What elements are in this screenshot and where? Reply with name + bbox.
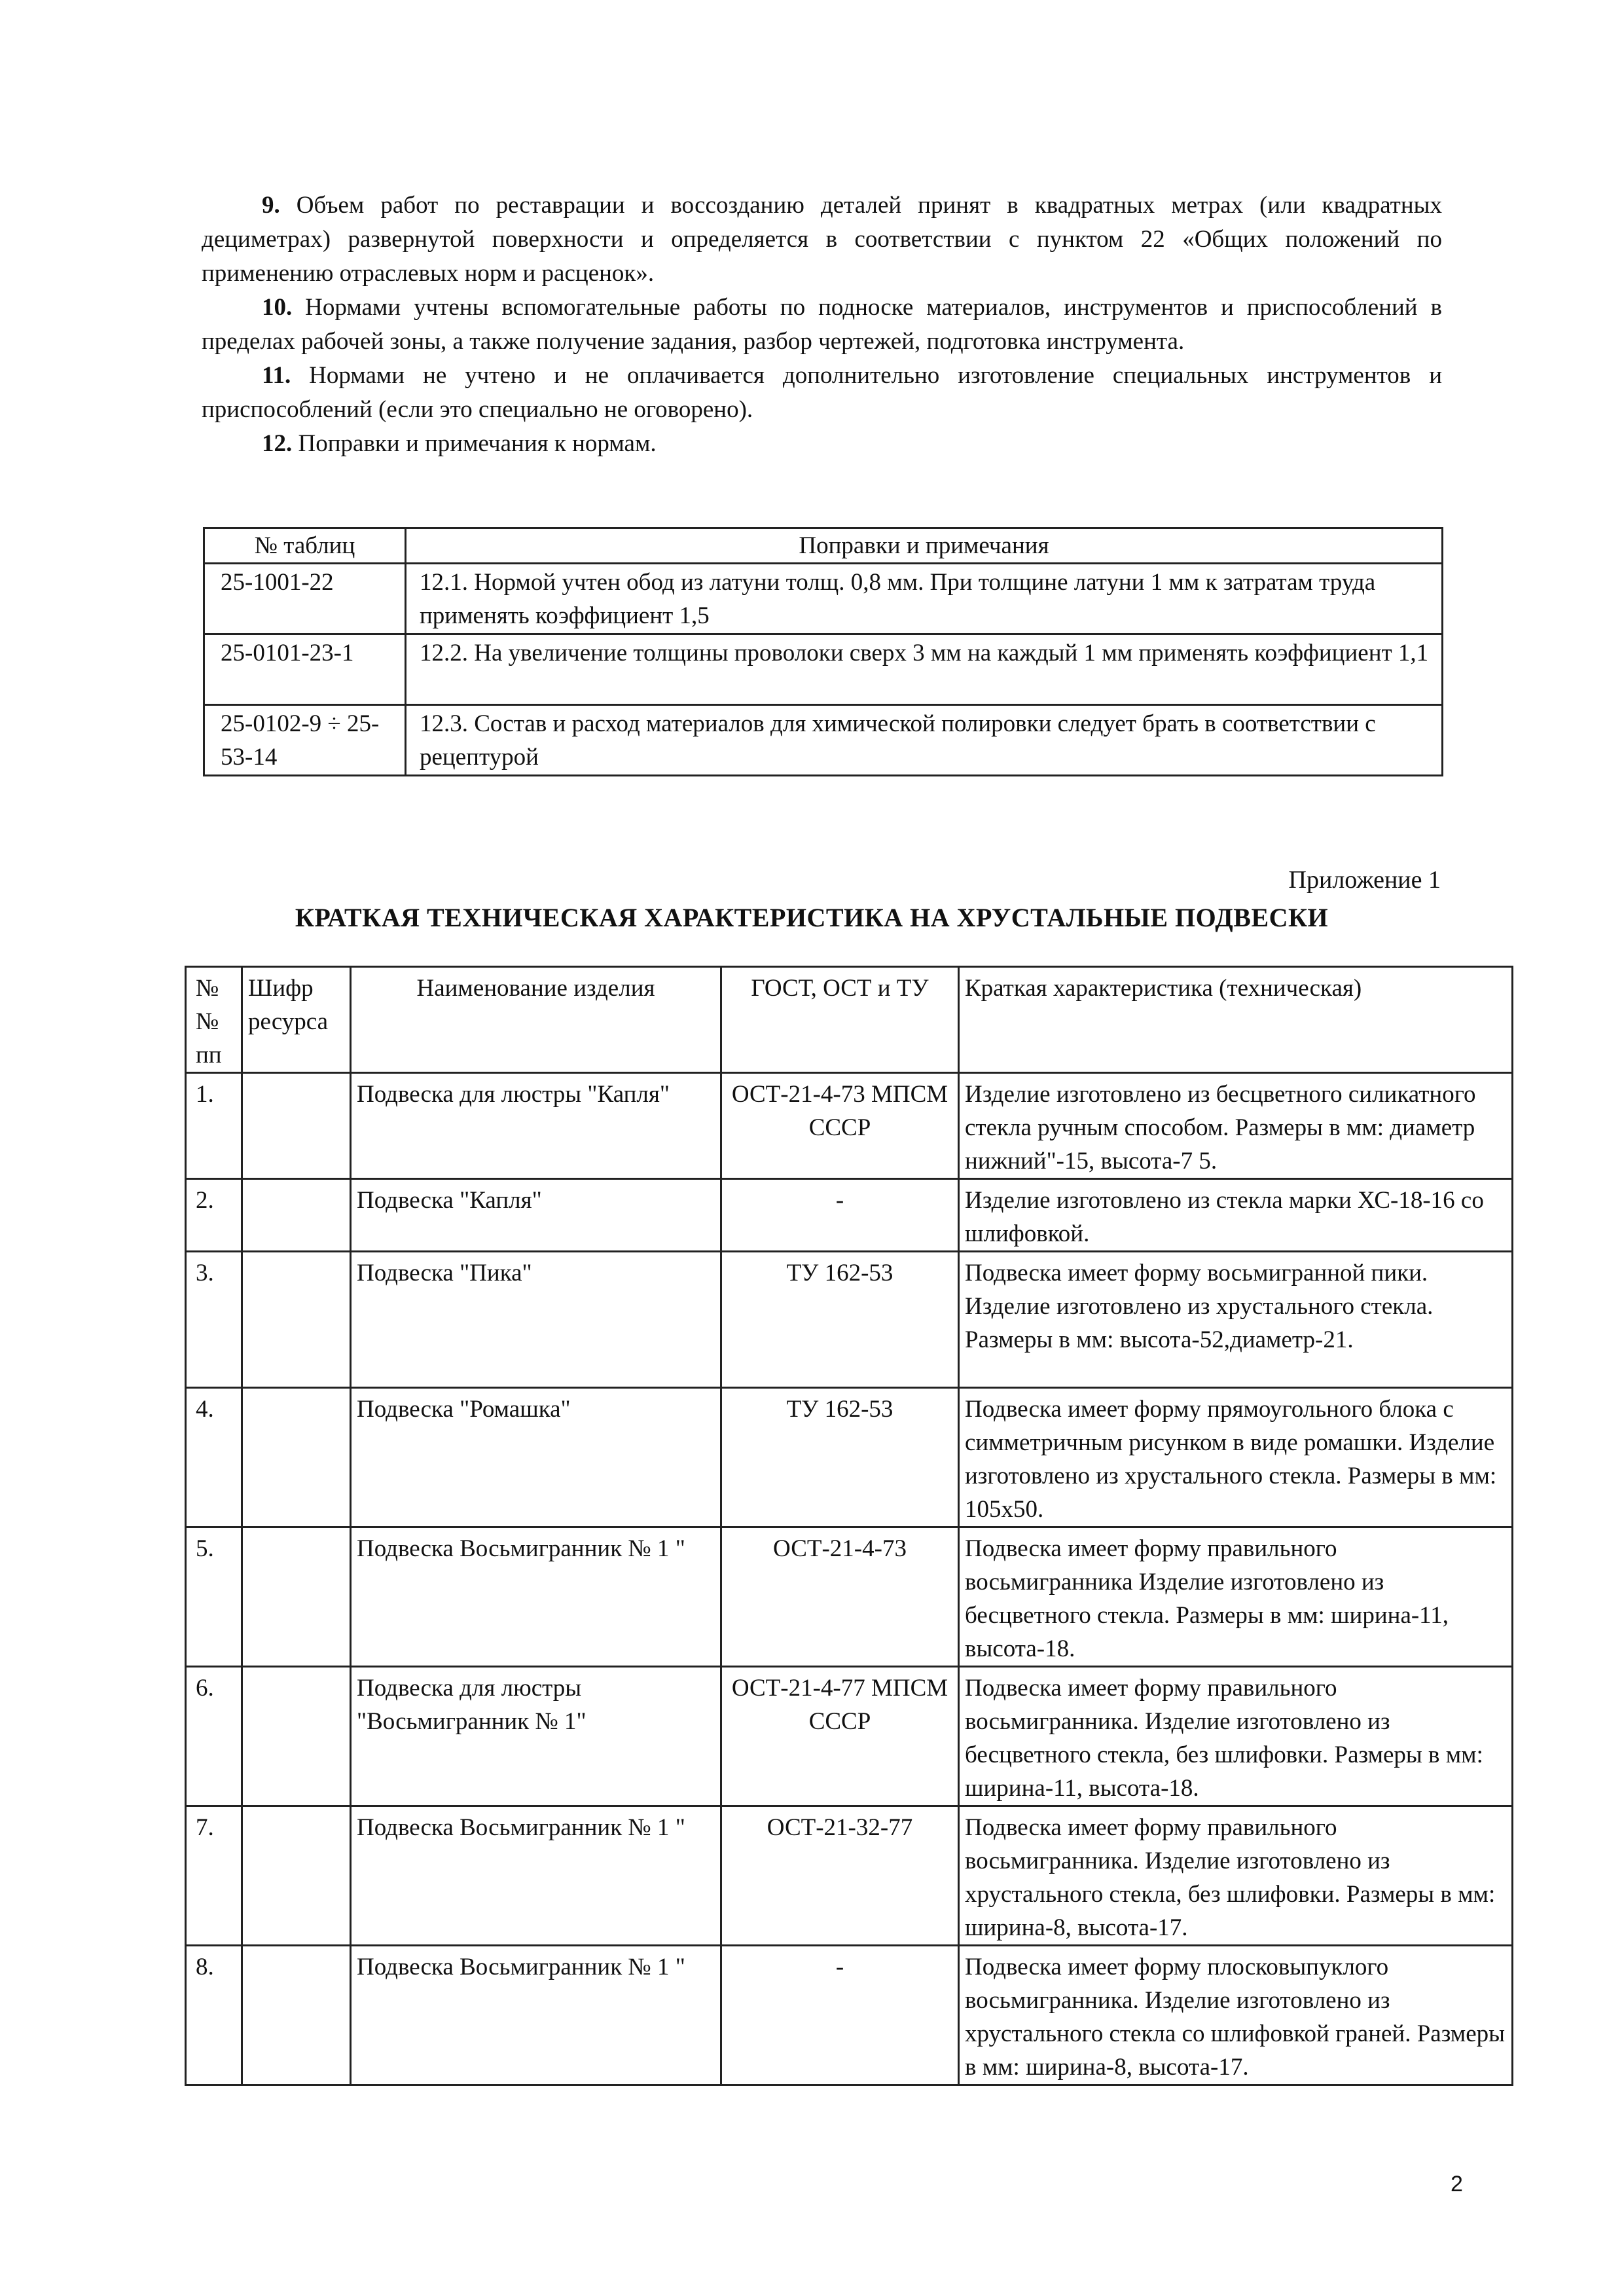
row-code xyxy=(242,1388,351,1527)
row-num: 8. xyxy=(186,1946,242,2085)
paragraph-10 xyxy=(202,291,1442,359)
table-row xyxy=(204,705,1443,776)
table-no-cell: 25-0101-23-1 xyxy=(204,634,406,705)
row-name: Подвеска "Капля" xyxy=(351,1179,721,1252)
corrections-table-header xyxy=(204,528,1443,564)
paragraph-number: 10. xyxy=(262,294,293,321)
row-code xyxy=(242,1946,351,2085)
row-num: 4. xyxy=(186,1388,242,1527)
header-desc: Краткая характеристика (техническая) xyxy=(959,967,1513,1073)
paragraph-text: Нормами не учтено и не оплачивается дополнительно изготовление специальных инструментов и приспособлений (если это специально не оговорено). xyxy=(202,362,1442,423)
row-code xyxy=(242,1806,351,1946)
row-gost: ОСТ-21-32-77 xyxy=(721,1806,959,1946)
row-num: 5. xyxy=(186,1527,242,1667)
row-name: Подвеска для люстры "Восьмигранник № 1" xyxy=(351,1667,721,1806)
row-desc: Подвеска имеет форму прямоугольного блока с симметричным рисунком в виде ромашки. Изделие изготовлено из хрустального стекла. Размеры в мм: 105х50. xyxy=(959,1388,1513,1527)
row-num: 6. xyxy=(186,1667,242,1806)
paragraph-11 xyxy=(202,359,1442,427)
row-num: 7. xyxy=(186,1806,242,1946)
row-gost: - xyxy=(721,1946,959,2085)
header-table-no: № таблиц xyxy=(204,528,406,564)
row-name: Подвеска Восьмигранник № 1 " xyxy=(351,1806,721,1946)
row-code xyxy=(242,1252,351,1388)
row-name: Подвеска "Пика" xyxy=(351,1252,721,1388)
note-cell: 12.2. На увеличение толщины проволоки сверх 3 мм на каждый 1 мм применять коэффициент 1,1 xyxy=(406,634,1443,705)
row-code xyxy=(242,1073,351,1179)
row-desc: Подвеска имеет форму восьмигранной пики. Изделие изготовлено из хрустального стекла. Размеры в мм: высота-52,диаметр-21. xyxy=(959,1252,1513,1388)
row-num: 3. xyxy=(186,1252,242,1388)
paragraph-number: 9. xyxy=(262,192,280,219)
header-name: Наименование изделия xyxy=(351,967,721,1073)
table-row xyxy=(186,1806,1513,1946)
row-desc: Подвеска имеет форму правильного восьмигранника. Изделие изготовлено из хрустального стекла, без шлифовки. Размеры в мм: ширина-8, высота-17. xyxy=(959,1806,1513,1946)
row-desc: Изделие изготовлено из бесцветного силикатного стекла ручным способом. Размеры в мм: диаметр нижний"-15, высота-7 5. xyxy=(959,1073,1513,1179)
row-gost: ОСТ-21-4-73 xyxy=(721,1527,959,1667)
row-gost: ОСТ-21-4-77 МПСМ СССР xyxy=(721,1667,959,1806)
row-name: Подвеска для люстры "Капля" xyxy=(351,1073,721,1179)
row-gost: - xyxy=(721,1179,959,1252)
paragraph-9 xyxy=(202,189,1442,291)
table-row xyxy=(186,1946,1513,2085)
note-cell: 12.3. Состав и расход материалов для химической полировки следует брать в соответствии с рецептурой xyxy=(406,705,1443,776)
corrections-table xyxy=(203,527,1443,776)
paragraph-text: Объем работ по реставрации и воссозданию деталей принят в квадратных метрах (или квадратных дециметрах) развернутой поверхности и определяется в соответствии с пунктом 22 «Общих положений по применению отраслевых норм и расценок». xyxy=(202,192,1442,287)
paragraph-number: 11. xyxy=(262,362,291,389)
table-row xyxy=(186,1179,1513,1252)
appendix-label: Приложение 1 xyxy=(1288,866,1441,894)
table-row xyxy=(186,1388,1513,1527)
note-cell: 12.1. Нормой учтен обод из латуни толщ. 0,8 мм. При толщине латуни 1 мм к затратам труда применять коэффициент 1,5 xyxy=(406,564,1443,634)
table-no-cell: 25-1001-22 xyxy=(204,564,406,634)
page-number: 2 xyxy=(1451,2172,1463,2196)
paragraph-text: Нормами учтены вспомогательные работы по подноске материалов, инструментов и приспособлений в пределах рабочей зоны, а также получение задания, разбор чертежей, подготовка инструмента. xyxy=(202,294,1442,355)
row-desc: Подвеска имеет форму правильного восьмигранника Изделие изготовлено из бесцветного стекла. Размеры в мм: ширина-11, высота-18. xyxy=(959,1527,1513,1667)
row-name: Подвеска "Ромашка" xyxy=(351,1388,721,1527)
table-row xyxy=(186,1073,1513,1179)
appendix-title: КРАТКАЯ ТЕХНИЧЕСКАЯ ХАРАКТЕРИСТИКА НА ХРУСТАЛЬНЫЕ ПОДВЕСКИ xyxy=(295,903,1329,932)
paragraph-12 xyxy=(202,427,1442,461)
row-num: 2. xyxy=(186,1179,242,1252)
row-desc: Изделие изготовлено из стекла марки ХС-18-16 со шлифовкой. xyxy=(959,1179,1513,1252)
row-code xyxy=(242,1179,351,1252)
table-row xyxy=(204,564,1443,634)
row-desc: Подвеска имеет форму правильного восьмигранника. Изделие изготовлено из бесцветного стекла, без шлифовки. Размеры в мм: ширина-11, высота-18. xyxy=(959,1667,1513,1806)
row-gost: ТУ 162-53 xyxy=(721,1252,959,1388)
header-num: № № пп xyxy=(186,967,242,1073)
table-row xyxy=(204,634,1443,705)
row-gost: ТУ 162-53 xyxy=(721,1388,959,1527)
table-no-cell: 25-0102-9 ÷ 25-53-14 xyxy=(204,705,406,776)
spec-table xyxy=(185,966,1513,2086)
row-name: Подвеска Восьмигранник № 1 " xyxy=(351,1946,721,2085)
header-notes: Поправки и примечания xyxy=(406,528,1443,564)
spec-table-header xyxy=(186,967,1513,1073)
row-desc: Подвеска имеет форму плосковыпуклого восьмигранника. Изделие изготовлено из хрустального стекла со шлифовкой граней. Размеры в мм: ширина-8, высота-17. xyxy=(959,1946,1513,2085)
row-gost: ОСТ-21-4-73 МПСМ СССР xyxy=(721,1073,959,1179)
header-code: Шифр ресурса xyxy=(242,967,351,1073)
paragraph-text: Поправки и примечания к нормам. xyxy=(292,430,657,457)
row-code xyxy=(242,1667,351,1806)
table-row xyxy=(186,1527,1513,1667)
paragraph-number: 12. xyxy=(262,430,293,457)
row-num: 1. xyxy=(186,1073,242,1179)
row-code xyxy=(242,1527,351,1667)
table-row xyxy=(186,1667,1513,1806)
header-gost: ГОСТ, ОСТ и ТУ xyxy=(721,967,959,1073)
table-row xyxy=(186,1252,1513,1388)
general-provisions xyxy=(202,189,1442,461)
row-name: Подвеска Восьмигранник № 1 " xyxy=(351,1527,721,1667)
